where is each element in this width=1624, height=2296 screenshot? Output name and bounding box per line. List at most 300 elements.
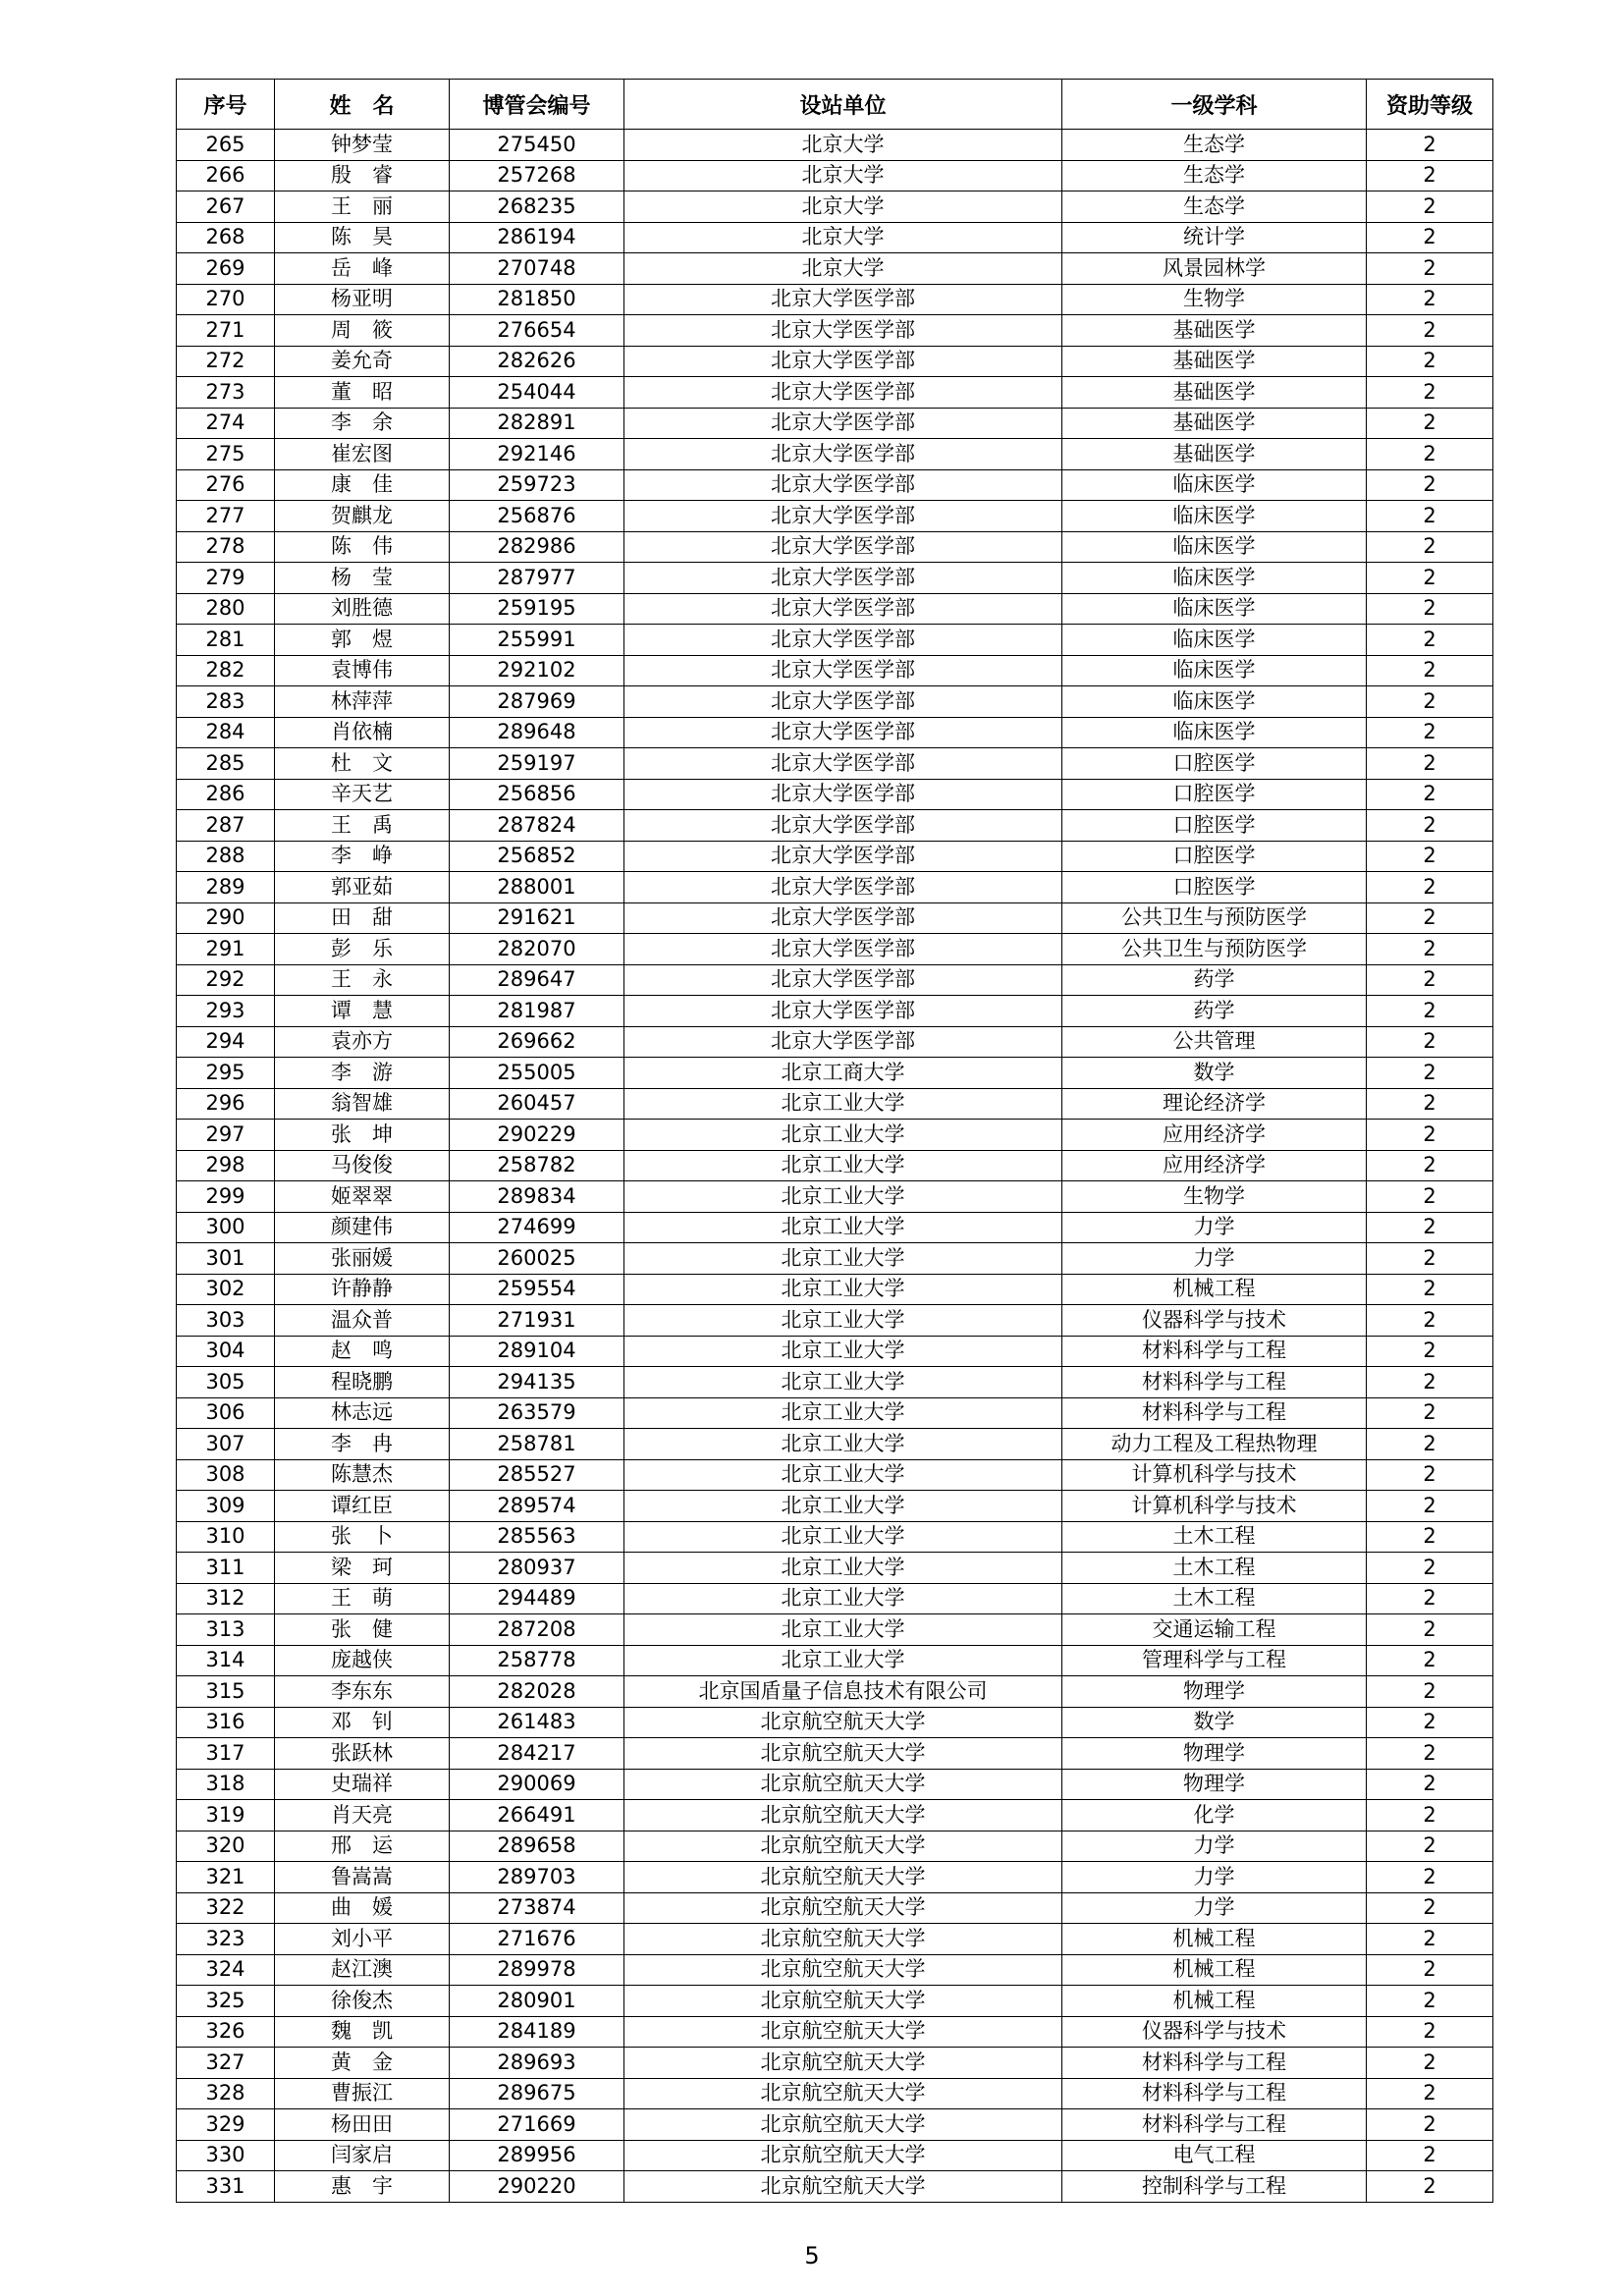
table-row <box>177 191 1493 223</box>
cell-name: 袁博伟 <box>275 655 450 686</box>
table-row <box>177 531 1493 563</box>
table-row <box>177 1491 1493 1522</box>
table-row <box>177 1583 1493 1614</box>
cell-discipline: 口腔医学 <box>1062 841 1367 872</box>
cell-institution: 北京工业大学 <box>624 1305 1062 1337</box>
cell-institution: 北京航空航天大学 <box>624 2109 1062 2141</box>
cell-grade: 2 <box>1367 1150 1493 1181</box>
cell-serial: 298 <box>177 1150 275 1181</box>
cell-serial: 283 <box>177 686 275 718</box>
cell-serial: 305 <box>177 1367 275 1398</box>
cell-id: 287969 <box>450 686 624 718</box>
cell-id: 256852 <box>450 841 624 872</box>
cell-grade: 2 <box>1367 964 1493 996</box>
cell-grade: 2 <box>1367 1181 1493 1213</box>
cell-serial: 271 <box>177 315 275 347</box>
cell-grade: 2 <box>1367 253 1493 285</box>
cell-serial: 326 <box>177 2016 275 2048</box>
table-row <box>177 1336 1493 1367</box>
cell-id: 285527 <box>450 1459 624 1491</box>
cell-discipline: 材料科学与工程 <box>1062 2109 1367 2141</box>
table-row <box>177 1058 1493 1089</box>
cell-discipline: 力学 <box>1062 1862 1367 1893</box>
cell-name: 黄 金 <box>275 2048 450 2079</box>
table-row <box>177 748 1493 780</box>
cell-institution: 北京大学医学部 <box>624 531 1062 563</box>
cell-id: 281850 <box>450 284 624 315</box>
table-row <box>177 2140 1493 2171</box>
cell-institution: 北京大学医学部 <box>624 408 1062 439</box>
cell-id: 280901 <box>450 1986 624 2017</box>
cell-discipline: 力学 <box>1062 1892 1367 1924</box>
page-number: 5 <box>804 2242 820 2269</box>
cell-discipline: 材料科学与工程 <box>1062 1336 1367 1367</box>
cell-grade: 2 <box>1367 130 1493 161</box>
cell-institution: 北京国盾量子信息技术有限公司 <box>624 1676 1062 1708</box>
cell-institution: 北京大学医学部 <box>624 315 1062 347</box>
cell-name: 董 昭 <box>275 377 450 409</box>
cell-grade: 2 <box>1367 1274 1493 1305</box>
table-row <box>177 1305 1493 1337</box>
cell-name: 姜允奇 <box>275 346 450 377</box>
table-row <box>177 1243 1493 1275</box>
cell-institution: 北京工业大学 <box>624 1212 1062 1243</box>
cell-institution: 北京大学 <box>624 191 1062 223</box>
cell-id: 289648 <box>450 717 624 748</box>
cell-name: 邓 钊 <box>275 1707 450 1738</box>
cell-discipline: 临床医学 <box>1062 563 1367 594</box>
table-row <box>177 1676 1493 1708</box>
cell-serial: 320 <box>177 1831 275 1862</box>
cell-name: 张 卜 <box>275 1521 450 1553</box>
cell-discipline: 口腔医学 <box>1062 872 1367 903</box>
cell-institution: 北京航空航天大学 <box>624 1769 1062 1800</box>
cell-discipline: 临床医学 <box>1062 717 1367 748</box>
cell-institution: 北京航空航天大学 <box>624 2048 1062 2079</box>
cell-serial: 273 <box>177 377 275 409</box>
table-row <box>177 1738 1493 1770</box>
cell-discipline: 交通运输工程 <box>1062 1614 1367 1646</box>
table-row <box>177 1892 1493 1924</box>
cell-discipline: 公共卫生与预防医学 <box>1062 934 1367 965</box>
cell-name: 杨 莹 <box>275 563 450 594</box>
table-row <box>177 1397 1493 1429</box>
cell-discipline: 力学 <box>1062 1831 1367 1862</box>
cell-name: 林萍萍 <box>275 686 450 718</box>
cell-serial: 331 <box>177 2171 275 2203</box>
cell-name: 惠 宇 <box>275 2171 450 2203</box>
cell-grade: 2 <box>1367 1862 1493 1893</box>
cell-id: 258778 <box>450 1645 624 1676</box>
cell-institution: 北京大学医学部 <box>624 872 1062 903</box>
cell-institution: 北京大学医学部 <box>624 593 1062 625</box>
cell-institution: 北京大学医学部 <box>624 284 1062 315</box>
cell-institution: 北京大学医学部 <box>624 563 1062 594</box>
cell-institution: 北京工业大学 <box>624 1583 1062 1614</box>
table-row <box>177 1800 1493 1831</box>
cell-institution: 北京大学医学部 <box>624 655 1062 686</box>
cell-id: 266491 <box>450 1800 624 1831</box>
cell-grade: 2 <box>1367 934 1493 965</box>
table-row <box>177 1429 1493 1460</box>
cell-grade: 2 <box>1367 1954 1493 1986</box>
cell-name: 闫家启 <box>275 2140 450 2171</box>
cell-name: 杨田田 <box>275 2109 450 2141</box>
cell-name: 郭 煜 <box>275 625 450 656</box>
cell-institution: 北京大学医学部 <box>624 841 1062 872</box>
cell-grade: 2 <box>1367 1769 1493 1800</box>
cell-serial: 268 <box>177 222 275 253</box>
cell-id: 289978 <box>450 1954 624 1986</box>
cell-discipline: 基础医学 <box>1062 408 1367 439</box>
cell-discipline: 生态学 <box>1062 191 1367 223</box>
cell-name: 崔宏图 <box>275 439 450 470</box>
table-row <box>177 1614 1493 1646</box>
cell-discipline: 临床医学 <box>1062 469 1367 501</box>
cell-discipline: 生态学 <box>1062 160 1367 191</box>
cell-discipline: 临床医学 <box>1062 593 1367 625</box>
table-row <box>177 469 1493 501</box>
cell-name: 曲 媛 <box>275 1892 450 1924</box>
cell-institution: 北京大学医学部 <box>624 1026 1062 1058</box>
cell-institution: 北京工业大学 <box>624 1181 1062 1213</box>
cell-serial: 291 <box>177 934 275 965</box>
cell-id: 271931 <box>450 1305 624 1337</box>
cell-discipline: 计算机科学与技术 <box>1062 1491 1367 1522</box>
cell-institution: 北京大学医学部 <box>624 934 1062 965</box>
cell-grade: 2 <box>1367 593 1493 625</box>
cell-serial: 319 <box>177 1800 275 1831</box>
cell-discipline: 土木工程 <box>1062 1583 1367 1614</box>
cell-discipline: 仪器科学与技术 <box>1062 2016 1367 2048</box>
cell-name: 曹振江 <box>275 2078 450 2109</box>
table-row <box>177 1553 1493 1584</box>
table-row <box>177 1862 1493 1893</box>
cell-grade: 2 <box>1367 315 1493 347</box>
cell-grade: 2 <box>1367 1459 1493 1491</box>
table-row <box>177 501 1493 532</box>
cell-institution: 北京工业大学 <box>624 1336 1062 1367</box>
cell-institution: 北京大学医学部 <box>624 501 1062 532</box>
table-row <box>177 408 1493 439</box>
cell-institution: 北京大学医学部 <box>624 346 1062 377</box>
cell-grade: 2 <box>1367 531 1493 563</box>
cell-name: 赵江澳 <box>275 1954 450 1986</box>
cell-grade: 2 <box>1367 563 1493 594</box>
cell-grade: 2 <box>1367 1120 1493 1151</box>
cell-serial: 311 <box>177 1553 275 1584</box>
cell-serial: 294 <box>177 1026 275 1058</box>
cell-discipline: 基础医学 <box>1062 439 1367 470</box>
cell-serial: 295 <box>177 1058 275 1089</box>
cell-discipline: 材料科学与工程 <box>1062 1367 1367 1398</box>
table-row <box>177 686 1493 718</box>
cell-institution: 北京工业大学 <box>624 1491 1062 1522</box>
cell-institution: 北京大学医学部 <box>624 469 1062 501</box>
cell-id: 292102 <box>450 655 624 686</box>
cell-serial: 327 <box>177 2048 275 2079</box>
cell-grade: 2 <box>1367 1676 1493 1708</box>
cell-grade: 2 <box>1367 1397 1493 1429</box>
cell-grade: 2 <box>1367 1088 1493 1120</box>
cell-grade: 2 <box>1367 1521 1493 1553</box>
cell-id: 261483 <box>450 1707 624 1738</box>
cell-serial: 279 <box>177 563 275 594</box>
cell-discipline: 材料科学与工程 <box>1062 1397 1367 1429</box>
cell-name: 陈慧杰 <box>275 1459 450 1491</box>
cell-name: 谭 慧 <box>275 996 450 1027</box>
cell-id: 255005 <box>450 1058 624 1089</box>
cell-serial: 266 <box>177 160 275 191</box>
cell-discipline: 管理科学与工程 <box>1062 1645 1367 1676</box>
cell-serial: 272 <box>177 346 275 377</box>
table-row <box>177 1274 1493 1305</box>
cell-serial: 290 <box>177 902 275 934</box>
cell-institution: 北京大学医学部 <box>624 810 1062 842</box>
table-row <box>177 222 1493 253</box>
cell-grade: 2 <box>1367 996 1493 1027</box>
cell-id: 260457 <box>450 1088 624 1120</box>
cell-grade: 2 <box>1367 841 1493 872</box>
cell-discipline: 力学 <box>1062 1212 1367 1243</box>
cell-grade: 2 <box>1367 501 1493 532</box>
cell-discipline: 土木工程 <box>1062 1553 1367 1584</box>
cell-name: 邢 运 <box>275 1831 450 1862</box>
cell-name: 谭红臣 <box>275 1491 450 1522</box>
cell-serial: 278 <box>177 531 275 563</box>
cell-discipline: 应用经济学 <box>1062 1150 1367 1181</box>
cell-id: 275450 <box>450 130 624 161</box>
cell-discipline: 数学 <box>1062 1707 1367 1738</box>
cell-discipline: 物理学 <box>1062 1676 1367 1708</box>
cell-grade: 2 <box>1367 1645 1493 1676</box>
cell-grade: 2 <box>1367 1738 1493 1770</box>
table-body <box>177 130 1493 2203</box>
table-row <box>177 1707 1493 1738</box>
cell-serial: 300 <box>177 1212 275 1243</box>
cell-grade: 2 <box>1367 1924 1493 1955</box>
cell-institution: 北京工业大学 <box>624 1397 1062 1429</box>
table-row <box>177 2109 1493 2141</box>
cell-serial: 296 <box>177 1088 275 1120</box>
table-row <box>177 284 1493 315</box>
cell-institution: 北京大学医学部 <box>624 902 1062 934</box>
cell-id: 291621 <box>450 902 624 934</box>
cell-grade: 2 <box>1367 2109 1493 2141</box>
cell-serial: 304 <box>177 1336 275 1367</box>
cell-id: 289693 <box>450 2048 624 2079</box>
table-row <box>177 902 1493 934</box>
cell-discipline: 基础医学 <box>1062 346 1367 377</box>
cell-discipline: 力学 <box>1062 1243 1367 1275</box>
cell-id: 287824 <box>450 810 624 842</box>
cell-serial: 314 <box>177 1645 275 1676</box>
cell-name: 马俊俊 <box>275 1150 450 1181</box>
cell-name: 钟梦莹 <box>275 130 450 161</box>
cell-id: 290069 <box>450 1769 624 1800</box>
cell-discipline: 土木工程 <box>1062 1521 1367 1553</box>
cell-name: 魏 凯 <box>275 2016 450 2048</box>
cell-serial: 323 <box>177 1924 275 1955</box>
header-institution: 设站单位 <box>624 80 1062 130</box>
header-serial: 序号 <box>177 80 275 130</box>
funding-list-table <box>176 79 1493 2203</box>
cell-grade: 2 <box>1367 1058 1493 1089</box>
cell-grade: 2 <box>1367 408 1493 439</box>
cell-id: 282626 <box>450 346 624 377</box>
cell-serial: 286 <box>177 779 275 810</box>
cell-institution: 北京航空航天大学 <box>624 2140 1062 2171</box>
cell-serial: 281 <box>177 625 275 656</box>
cell-discipline: 口腔医学 <box>1062 810 1367 842</box>
table-row <box>177 1212 1493 1243</box>
cell-serial: 308 <box>177 1459 275 1491</box>
cell-grade: 2 <box>1367 1367 1493 1398</box>
cell-institution: 北京大学医学部 <box>624 625 1062 656</box>
cell-discipline: 应用经济学 <box>1062 1120 1367 1151</box>
cell-discipline: 材料科学与工程 <box>1062 2048 1367 2079</box>
cell-id: 292146 <box>450 439 624 470</box>
cell-serial: 309 <box>177 1491 275 1522</box>
cell-institution: 北京工业大学 <box>624 1088 1062 1120</box>
cell-grade: 2 <box>1367 2140 1493 2171</box>
cell-serial: 306 <box>177 1397 275 1429</box>
cell-id: 285563 <box>450 1521 624 1553</box>
cell-id: 289675 <box>450 2078 624 2109</box>
cell-discipline: 数学 <box>1062 1058 1367 1089</box>
cell-discipline: 动力工程及工程热物理 <box>1062 1429 1367 1460</box>
cell-discipline: 理论经济学 <box>1062 1088 1367 1120</box>
cell-name: 郭亚茹 <box>275 872 450 903</box>
cell-name: 史瑞祥 <box>275 1769 450 1800</box>
cell-id: 290229 <box>450 1120 624 1151</box>
cell-name: 程晓鹏 <box>275 1367 450 1398</box>
cell-id: 289647 <box>450 964 624 996</box>
cell-serial: 303 <box>177 1305 275 1337</box>
cell-institution: 北京工业大学 <box>624 1521 1062 1553</box>
cell-grade: 2 <box>1367 2078 1493 2109</box>
cell-discipline: 材料科学与工程 <box>1062 2078 1367 2109</box>
table-row <box>177 377 1493 409</box>
cell-grade: 2 <box>1367 346 1493 377</box>
cell-grade: 2 <box>1367 779 1493 810</box>
cell-grade: 2 <box>1367 655 1493 686</box>
cell-id: 269662 <box>450 1026 624 1058</box>
cell-discipline: 化学 <box>1062 1800 1367 1831</box>
cell-name: 李东东 <box>275 1676 450 1708</box>
cell-name: 张 健 <box>275 1614 450 1646</box>
cell-serial: 288 <box>177 841 275 872</box>
cell-id: 256856 <box>450 779 624 810</box>
cell-name: 殷 睿 <box>275 160 450 191</box>
cell-name: 林志远 <box>275 1397 450 1429</box>
cell-grade: 2 <box>1367 1892 1493 1924</box>
table-row <box>177 934 1493 965</box>
cell-discipline: 临床医学 <box>1062 531 1367 563</box>
cell-grade: 2 <box>1367 1212 1493 1243</box>
cell-serial: 267 <box>177 191 275 223</box>
cell-serial: 277 <box>177 501 275 532</box>
cell-institution: 北京大学医学部 <box>624 996 1062 1027</box>
cell-name: 肖天亮 <box>275 1800 450 1831</box>
cell-institution: 北京航空航天大学 <box>624 1707 1062 1738</box>
cell-grade: 2 <box>1367 1336 1493 1367</box>
table-row <box>177 964 1493 996</box>
table-row <box>177 2171 1493 2203</box>
cell-id: 288001 <box>450 872 624 903</box>
cell-id: 294135 <box>450 1367 624 1398</box>
cell-institution: 北京航空航天大学 <box>624 1986 1062 2017</box>
cell-grade: 2 <box>1367 191 1493 223</box>
cell-serial: 325 <box>177 1986 275 2017</box>
table-row <box>177 346 1493 377</box>
cell-name: 翁智雄 <box>275 1088 450 1120</box>
cell-serial: 265 <box>177 130 275 161</box>
cell-id: 259554 <box>450 1274 624 1305</box>
cell-discipline: 生态学 <box>1062 130 1367 161</box>
cell-name: 温众普 <box>275 1305 450 1337</box>
cell-institution: 北京航空航天大学 <box>624 2171 1062 2203</box>
cell-serial: 282 <box>177 655 275 686</box>
cell-serial: 307 <box>177 1429 275 1460</box>
cell-name: 辛天艺 <box>275 779 450 810</box>
cell-name: 许静静 <box>275 1274 450 1305</box>
cell-id: 260025 <box>450 1243 624 1275</box>
cell-name: 李 余 <box>275 408 450 439</box>
table-row <box>177 563 1493 594</box>
table-row <box>177 1954 1493 1986</box>
cell-serial: 315 <box>177 1676 275 1708</box>
cell-serial: 301 <box>177 1243 275 1275</box>
cell-discipline: 临床医学 <box>1062 625 1367 656</box>
cell-grade: 2 <box>1367 2171 1493 2203</box>
cell-grade: 2 <box>1367 469 1493 501</box>
table-row <box>177 1026 1493 1058</box>
cell-id: 259195 <box>450 593 624 625</box>
cell-id: 289658 <box>450 1831 624 1862</box>
cell-grade: 2 <box>1367 872 1493 903</box>
cell-serial: 284 <box>177 717 275 748</box>
cell-discipline: 物理学 <box>1062 1769 1367 1800</box>
cell-name: 肖依楠 <box>275 717 450 748</box>
cell-name: 王 丽 <box>275 191 450 223</box>
cell-discipline: 风景园林学 <box>1062 253 1367 285</box>
cell-institution: 北京工业大学 <box>624 1459 1062 1491</box>
cell-grade: 2 <box>1367 1831 1493 1862</box>
cell-id: 256876 <box>450 501 624 532</box>
cell-grade: 2 <box>1367 1614 1493 1646</box>
table-row <box>177 593 1493 625</box>
cell-discipline: 药学 <box>1062 996 1367 1027</box>
cell-name: 李 冉 <box>275 1429 450 1460</box>
cell-discipline: 临床医学 <box>1062 655 1367 686</box>
cell-id: 289956 <box>450 2140 624 2171</box>
cell-grade: 2 <box>1367 1429 1493 1460</box>
table-row <box>177 2078 1493 2109</box>
cell-id: 289104 <box>450 1336 624 1367</box>
cell-name: 康 佳 <box>275 469 450 501</box>
cell-serial: 316 <box>177 1707 275 1738</box>
table-row <box>177 1088 1493 1120</box>
cell-name: 张丽媛 <box>275 1243 450 1275</box>
cell-serial: 302 <box>177 1274 275 1305</box>
header-name: 姓 名 <box>275 80 450 130</box>
cell-institution: 北京大学 <box>624 130 1062 161</box>
cell-id: 270748 <box>450 253 624 285</box>
cell-discipline: 临床医学 <box>1062 686 1367 718</box>
cell-id: 282070 <box>450 934 624 965</box>
cell-id: 276654 <box>450 315 624 347</box>
